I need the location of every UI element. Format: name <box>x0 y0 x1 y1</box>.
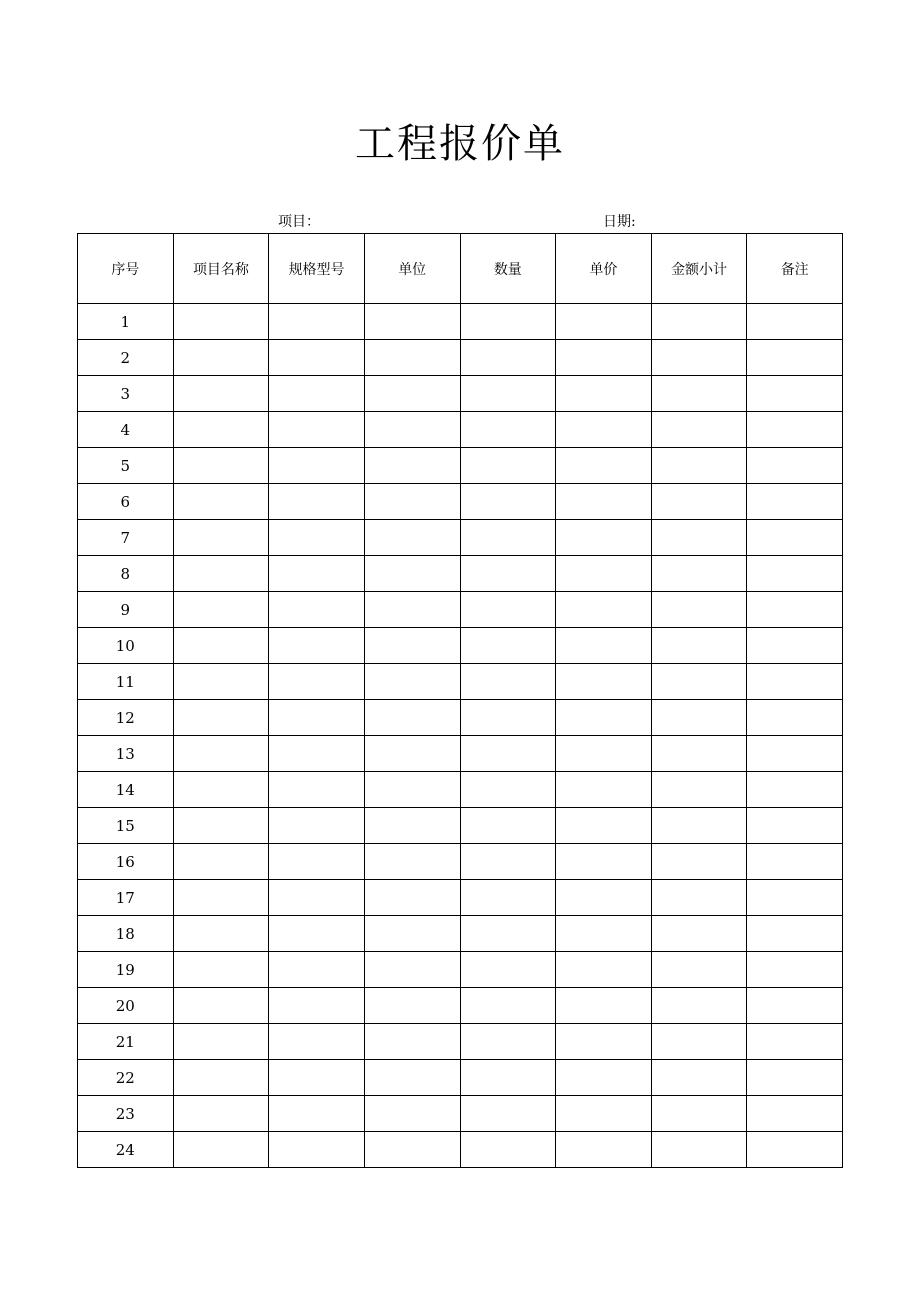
table-row <box>78 664 843 700</box>
quantity-cell <box>460 772 556 808</box>
spec-model-cell <box>269 556 365 592</box>
row-index-cell: 17 <box>78 880 174 916</box>
subtotal-cell <box>651 340 747 376</box>
item-name-cell <box>173 880 269 916</box>
spec-model-cell <box>269 592 365 628</box>
row-index-cell: 10 <box>78 628 174 664</box>
item-name-cell <box>173 1096 269 1132</box>
project-label: 项目： <box>278 214 320 230</box>
subtotal-cell <box>651 916 747 952</box>
unit-cell <box>364 1060 460 1096</box>
row-index-cell: 6 <box>78 484 174 520</box>
item-name-cell <box>173 376 269 412</box>
column-header-index: 序号 <box>78 234 174 304</box>
item-name-cell <box>173 412 269 448</box>
subtotal-cell <box>651 772 747 808</box>
item-name-cell <box>173 916 269 952</box>
spec-model-cell <box>269 448 365 484</box>
item-name-cell <box>173 1132 269 1168</box>
table-row <box>78 952 843 988</box>
quantity-cell <box>460 808 556 844</box>
item-name-cell <box>173 484 269 520</box>
unit-price-cell <box>556 1060 652 1096</box>
row-index-cell: 19 <box>78 952 174 988</box>
table-row <box>78 916 843 952</box>
item-name-cell <box>173 1024 269 1060</box>
unit-price-cell <box>556 1024 652 1060</box>
item-name-cell <box>173 844 269 880</box>
unit-cell <box>364 916 460 952</box>
row-index-cell: 22 <box>78 1060 174 1096</box>
unit-price-cell <box>556 376 652 412</box>
quantity-cell <box>460 592 556 628</box>
row-index-cell: 4 <box>78 412 174 448</box>
quantity-cell <box>460 1132 556 1168</box>
quantity-cell <box>460 664 556 700</box>
item-name-cell <box>173 556 269 592</box>
unit-price-cell <box>556 448 652 484</box>
row-index-cell: 18 <box>78 916 174 952</box>
row-index-cell: 16 <box>78 844 174 880</box>
row-index-cell: 9 <box>78 592 174 628</box>
spec-model-cell <box>269 1132 365 1168</box>
remarks-cell <box>747 304 843 340</box>
spec-model-cell <box>269 412 365 448</box>
date-label: 日期: <box>603 214 636 230</box>
subtotal-cell <box>651 808 747 844</box>
column-header-subtotal: 金额小计 <box>651 234 747 304</box>
subtotal-cell <box>651 880 747 916</box>
spec-model-cell <box>269 700 365 736</box>
document-title: 工程报价单 <box>355 121 565 167</box>
unit-price-cell <box>556 808 652 844</box>
table-body <box>78 304 843 1168</box>
table-row <box>78 304 843 340</box>
unit-price-cell <box>556 1096 652 1132</box>
spec-model-cell <box>269 520 365 556</box>
quantity-cell <box>460 484 556 520</box>
item-name-cell <box>173 736 269 772</box>
item-name-cell <box>173 340 269 376</box>
unit-cell <box>364 520 460 556</box>
remarks-cell <box>747 484 843 520</box>
table-row <box>78 1096 843 1132</box>
table-row <box>78 700 843 736</box>
spec-model-cell <box>269 736 365 772</box>
unit-cell <box>364 844 460 880</box>
subtotal-cell <box>651 484 747 520</box>
table-row <box>78 412 843 448</box>
remarks-cell <box>747 844 843 880</box>
spec-model-cell <box>269 376 365 412</box>
unit-price-cell <box>556 304 652 340</box>
item-name-cell <box>173 628 269 664</box>
row-index-cell: 21 <box>78 1024 174 1060</box>
table-row <box>78 340 843 376</box>
table-row <box>78 1132 843 1168</box>
spec-model-cell <box>269 664 365 700</box>
table-row <box>78 448 843 484</box>
subtotal-cell <box>651 844 747 880</box>
quantity-cell <box>460 880 556 916</box>
subtotal-cell <box>651 1096 747 1132</box>
unit-cell <box>364 664 460 700</box>
subtotal-cell <box>651 376 747 412</box>
unit-price-cell <box>556 736 652 772</box>
subtotal-cell <box>651 1132 747 1168</box>
unit-cell <box>364 412 460 448</box>
unit-cell <box>364 880 460 916</box>
remarks-cell <box>747 448 843 484</box>
unit-cell <box>364 628 460 664</box>
item-name-cell <box>173 664 269 700</box>
subtotal-cell <box>651 988 747 1024</box>
remarks-cell <box>747 880 843 916</box>
item-name-cell <box>173 1060 269 1096</box>
spec-model-cell <box>269 880 365 916</box>
spec-model-cell <box>269 340 365 376</box>
item-name-cell <box>173 988 269 1024</box>
table-row <box>78 808 843 844</box>
unit-price-cell <box>556 592 652 628</box>
column-header-unit-price: 单价 <box>556 234 652 304</box>
unit-cell <box>364 1024 460 1060</box>
unit-cell <box>364 484 460 520</box>
row-index-cell: 11 <box>78 664 174 700</box>
table-row <box>78 844 843 880</box>
column-header-spec-model: 规格型号 <box>269 234 365 304</box>
remarks-cell <box>747 700 843 736</box>
remarks-cell <box>747 664 843 700</box>
remarks-cell <box>747 1096 843 1132</box>
quantity-cell <box>460 304 556 340</box>
table-header <box>78 234 843 304</box>
subtotal-cell <box>651 412 747 448</box>
header-row <box>78 234 843 304</box>
spec-model-cell <box>269 1060 365 1096</box>
remarks-cell <box>747 772 843 808</box>
row-index-cell: 15 <box>78 808 174 844</box>
spec-model-cell <box>269 844 365 880</box>
quantity-cell <box>460 520 556 556</box>
table-row <box>78 736 843 772</box>
unit-price-cell <box>556 1132 652 1168</box>
unit-cell <box>364 340 460 376</box>
unit-cell <box>364 988 460 1024</box>
quantity-cell <box>460 988 556 1024</box>
unit-cell <box>364 304 460 340</box>
table-row <box>78 592 843 628</box>
unit-cell <box>364 448 460 484</box>
remarks-cell <box>747 376 843 412</box>
item-name-cell <box>173 304 269 340</box>
table-row <box>78 772 843 808</box>
table-row <box>78 1024 843 1060</box>
quantity-cell <box>460 700 556 736</box>
remarks-cell <box>747 556 843 592</box>
spec-model-cell <box>269 808 365 844</box>
unit-price-cell <box>556 340 652 376</box>
subtotal-cell <box>651 952 747 988</box>
quantity-cell <box>460 1024 556 1060</box>
table-row <box>78 628 843 664</box>
unit-cell <box>364 772 460 808</box>
subtotal-cell <box>651 520 747 556</box>
spec-model-cell <box>269 952 365 988</box>
quantity-cell <box>460 1096 556 1132</box>
table-row <box>78 1060 843 1096</box>
quantity-cell <box>460 736 556 772</box>
quantity-cell <box>460 340 556 376</box>
row-index-cell: 5 <box>78 448 174 484</box>
quantity-cell <box>460 556 556 592</box>
row-index-cell: 23 <box>78 1096 174 1132</box>
unit-price-cell <box>556 844 652 880</box>
row-index-cell: 24 <box>78 1132 174 1168</box>
unit-price-cell <box>556 700 652 736</box>
row-index-cell: 7 <box>78 520 174 556</box>
table-row <box>78 988 843 1024</box>
unit-price-cell <box>556 952 652 988</box>
subtotal-cell <box>651 1024 747 1060</box>
subtotal-cell <box>651 664 747 700</box>
remarks-cell <box>747 1060 843 1096</box>
remarks-cell <box>747 952 843 988</box>
row-index-cell: 13 <box>78 736 174 772</box>
unit-price-cell <box>556 880 652 916</box>
unit-price-cell <box>556 772 652 808</box>
subtotal-cell <box>651 304 747 340</box>
item-name-cell <box>173 808 269 844</box>
remarks-cell <box>747 628 843 664</box>
remarks-cell <box>747 1132 843 1168</box>
spec-model-cell <box>269 988 365 1024</box>
unit-price-cell <box>556 520 652 556</box>
subtotal-cell <box>651 556 747 592</box>
remarks-cell <box>747 736 843 772</box>
unit-cell <box>364 808 460 844</box>
subtotal-cell <box>651 448 747 484</box>
unit-price-cell <box>556 556 652 592</box>
subtotal-cell <box>651 1060 747 1096</box>
unit-cell <box>364 736 460 772</box>
spec-model-cell <box>269 304 365 340</box>
unit-price-cell <box>556 664 652 700</box>
unit-price-cell <box>556 412 652 448</box>
item-name-cell <box>173 952 269 988</box>
quotation-table <box>77 233 843 1168</box>
unit-price-cell <box>556 628 652 664</box>
subtotal-cell <box>651 736 747 772</box>
unit-price-cell <box>556 988 652 1024</box>
quantity-cell <box>460 916 556 952</box>
row-index-cell: 8 <box>78 556 174 592</box>
remarks-cell <box>747 592 843 628</box>
table-row <box>78 880 843 916</box>
item-name-cell <box>173 448 269 484</box>
unit-cell <box>364 1096 460 1132</box>
row-index-cell: 14 <box>78 772 174 808</box>
item-name-cell <box>173 700 269 736</box>
spec-model-cell <box>269 772 365 808</box>
subtotal-cell <box>651 592 747 628</box>
remarks-cell <box>747 916 843 952</box>
table-row <box>78 556 843 592</box>
row-index-cell: 2 <box>78 340 174 376</box>
row-index-cell: 3 <box>78 376 174 412</box>
row-index-cell: 1 <box>78 304 174 340</box>
spec-model-cell <box>269 484 365 520</box>
quantity-cell <box>460 376 556 412</box>
quantity-cell <box>460 1060 556 1096</box>
row-index-cell: 12 <box>78 700 174 736</box>
unit-cell <box>364 1132 460 1168</box>
quantity-cell <box>460 628 556 664</box>
remarks-cell <box>747 1024 843 1060</box>
quantity-cell <box>460 412 556 448</box>
spec-model-cell <box>269 916 365 952</box>
spec-model-cell <box>269 1024 365 1060</box>
column-header-unit: 单位 <box>364 234 460 304</box>
table-row <box>78 376 843 412</box>
remarks-cell <box>747 988 843 1024</box>
column-header-item-name: 项目名称 <box>173 234 269 304</box>
remarks-cell <box>747 808 843 844</box>
unit-cell <box>364 592 460 628</box>
unit-cell <box>364 376 460 412</box>
unit-price-cell <box>556 484 652 520</box>
column-header-remarks: 备注 <box>747 234 843 304</box>
remarks-cell <box>747 412 843 448</box>
row-index-cell: 20 <box>78 988 174 1024</box>
subtotal-cell <box>651 628 747 664</box>
remarks-cell <box>747 340 843 376</box>
unit-price-cell <box>556 916 652 952</box>
table-row <box>78 484 843 520</box>
item-name-cell <box>173 520 269 556</box>
item-name-cell <box>173 772 269 808</box>
unit-cell <box>364 556 460 592</box>
subtotal-cell <box>651 700 747 736</box>
quantity-cell <box>460 952 556 988</box>
spec-model-cell <box>269 628 365 664</box>
item-name-cell <box>173 592 269 628</box>
spec-model-cell <box>269 1096 365 1132</box>
quantity-cell <box>460 448 556 484</box>
unit-cell <box>364 952 460 988</box>
unit-cell <box>364 700 460 736</box>
quantity-cell <box>460 844 556 880</box>
remarks-cell <box>747 520 843 556</box>
table-row <box>78 520 843 556</box>
column-header-quantity: 数量 <box>460 234 556 304</box>
